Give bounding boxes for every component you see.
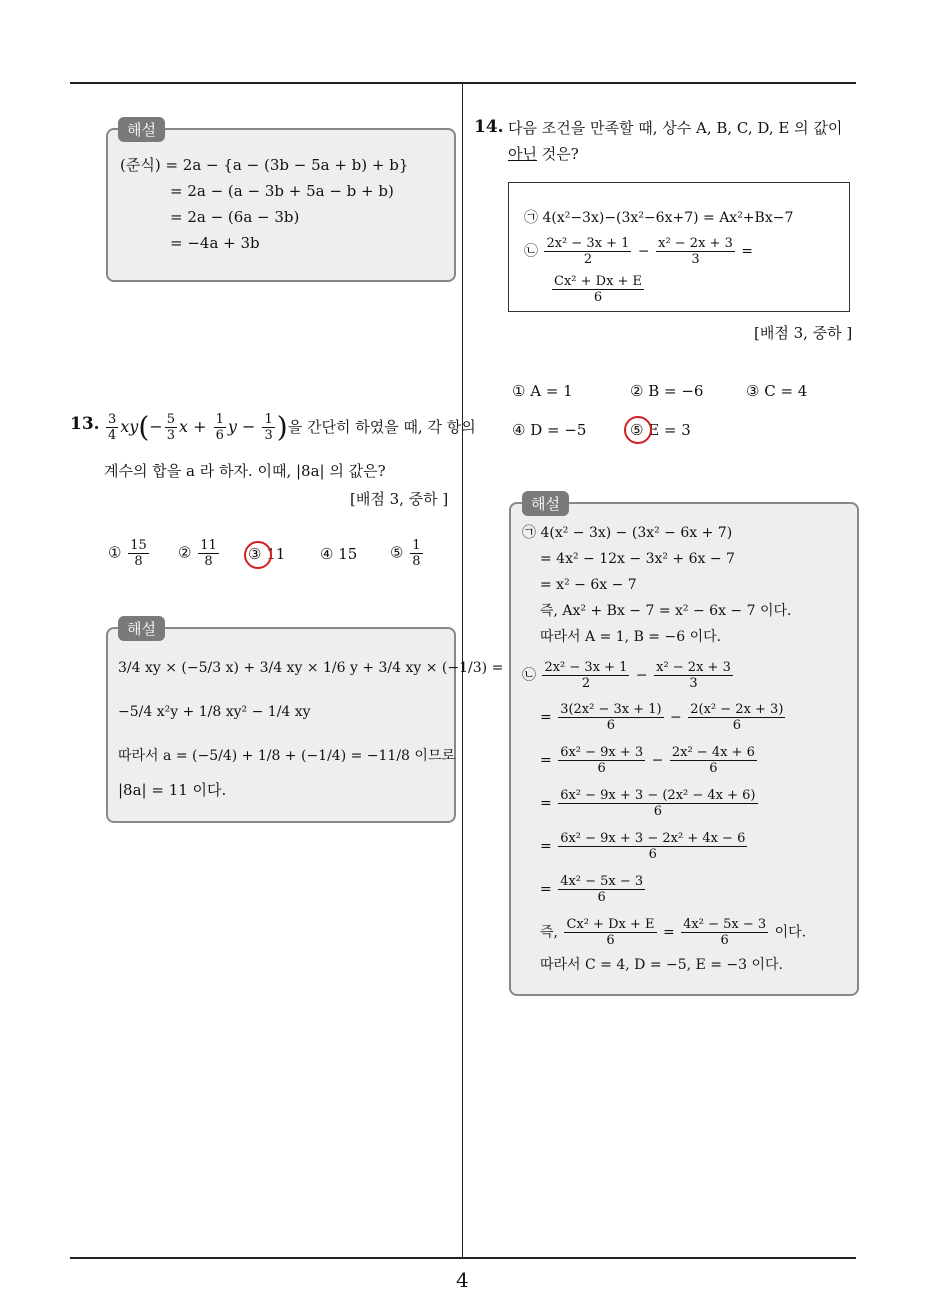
sol14-line-6: ㉡ $\frac{\text{2x² − 3x + 1}}{2}$ − $\frac{\text{x² − 2x + 3}}{3}$ <box>522 660 731 691</box>
q14-choice-4[interactable]: ④ D = −5 <box>512 421 587 439</box>
q14-choice-1[interactable]: ① A = 1 <box>512 382 573 400</box>
sol12-line-3: = 2a − (6a − 3b) <box>170 208 300 226</box>
q13-choice-2[interactable]: ② $\frac{11}{8}$ <box>178 538 217 569</box>
sol12-line-4: = −4a + 3b <box>170 234 260 252</box>
q13-frac-c: $\frac{1}{6}$ <box>215 412 224 443</box>
solution-tag-13: 해설 <box>118 616 165 641</box>
solution-box-12 <box>106 128 456 282</box>
q14-answer-circle <box>624 416 652 444</box>
sol14-line-1: ㉠ 4(x² − 3x) − (3x² − 6x + 7) <box>522 525 733 541</box>
q13-choice-3[interactable]: ③ 11 <box>248 545 286 563</box>
q14-choice-5[interactable]: ⑤ E = 3 <box>630 421 691 439</box>
sol12-line-1: (준식) = 2a − {a − (3b − 5a + b) + b} <box>120 156 409 174</box>
sol13-line-3: 따라서 a = (−5/4) + 1/8 + (−1/4) = −11/8 이므로 <box>118 748 455 764</box>
sol13-line-1: 3/4 xy × (−5/3 x) + 3/4 xy × 1/6 y + 3/4 xy × (−1/3) = <box>118 660 504 676</box>
sol14-line-12: 즉, $\frac{\text{Cx² + Dx + E}}{6}$ = $\frac{\text{4x² − 5x − 3}}{6}$ 이다. <box>540 917 807 948</box>
sol13-line-2: −5/4 x²y + 1/8 xy² − 1/4 xy <box>118 704 311 720</box>
q14-condition-2b: $\frac{\text{Cx² + Dx + E}}{6}$ <box>554 274 643 305</box>
sol14-line-9: = $\frac{\text{6x² − 9x + 3 − (2x² − 4x + 6)}}{6}$ <box>540 788 756 819</box>
sol14-line-8: = $\frac{\text{6x² − 9x + 3}}{6}$ − $\frac{\text{2x² − 4x + 6}}{6}$ <box>540 745 755 776</box>
solution-tag: 해설 <box>118 117 165 142</box>
q14-choice-2[interactable]: ② B = −6 <box>630 382 704 400</box>
sol14-line-7: = $\frac{\text{3(2x² − 3x + 1)}}{6}$ − $\frac{\text{2(x² − 2x + 3)}}{6}$ <box>540 702 784 733</box>
question-13-line-1: $\frac{3}{4}$ xy(− $\frac{5}{3}$ x + $\frac{1}{6}$ y − $\frac{1}{3}$ )을 간단히 하였을 때, 각 항의 <box>108 410 476 444</box>
sol14-line-10: = $\frac{\text{6x² − 9x + 3 − 2x² + 4x − 6}}{6}$ <box>540 831 746 862</box>
sol14-line-4: 즉, Ax² + Bx − 7 = x² − 6x − 7 이다. <box>540 603 792 619</box>
sol14-line-11: = $\frac{\text{4x² − 5x − 3}}{6}$ <box>540 874 644 905</box>
question-14-line-2: 아닌 것은? <box>508 145 579 163</box>
q13-frac-a: $\frac{3}{4}$ <box>108 412 117 443</box>
solution-tag-14: 해설 <box>522 491 569 516</box>
q14-condition-1: ㉠ 4(x²−3x)−(3x²−6x+7) = Ax²+Bx−7 <box>524 210 794 226</box>
top-rule <box>70 82 856 84</box>
q13-answer-circle <box>244 541 272 569</box>
q13-choice-5[interactable]: ⑤ $\frac{1}{8}$ <box>390 538 421 569</box>
sol14-line-13: 따라서 C = 4, D = −5, E = −3 이다. <box>540 957 784 973</box>
q13-frac-b: $\frac{5}{3}$ <box>166 412 175 443</box>
q13-choice-1[interactable]: ① $\frac{15}{8}$ <box>108 538 147 569</box>
question-14-score: [배점 3, 중하 ] <box>754 324 853 342</box>
sol14-line-3: = x² − 6x − 7 <box>540 577 637 593</box>
bottom-rule <box>70 1257 856 1259</box>
question-14-line-1: 다음 조건을 만족할 때, 상수 A, B, C, D, E 의 값이 <box>508 119 843 137</box>
page-number: 4 <box>456 1268 469 1292</box>
sol14-line-2: = 4x² − 12x − 3x² + 6x − 7 <box>540 551 735 567</box>
question-13-number: 13. <box>70 414 100 434</box>
q14-choice-3[interactable]: ③ C = 4 <box>746 382 808 400</box>
q13-frac-d: $\frac{1}{3}$ <box>264 412 273 443</box>
sol13-line-4: |8a| = 11 이다. <box>118 781 227 799</box>
q13-choice-4[interactable]: ④ 15 <box>320 545 358 563</box>
question-13-score: [배점 3, 중하 ] <box>350 490 449 508</box>
question-14-number: 14. <box>474 117 504 137</box>
sol14-line-5: 따라서 A = 1, B = −6 이다. <box>540 629 722 645</box>
q14-condition-2: ㉡ $\frac{\text{2x² − 3x + 1}}{2}$ − $\frac{\text{x² − 2x + 3}}{3}$ = <box>524 236 754 267</box>
question-13-line-2: 계수의 합을 a 라 하자. 이때, |8a| 의 값은? <box>104 462 386 480</box>
sol12-line-2: = 2a − (a − 3b + 5a − b + b) <box>170 182 394 200</box>
